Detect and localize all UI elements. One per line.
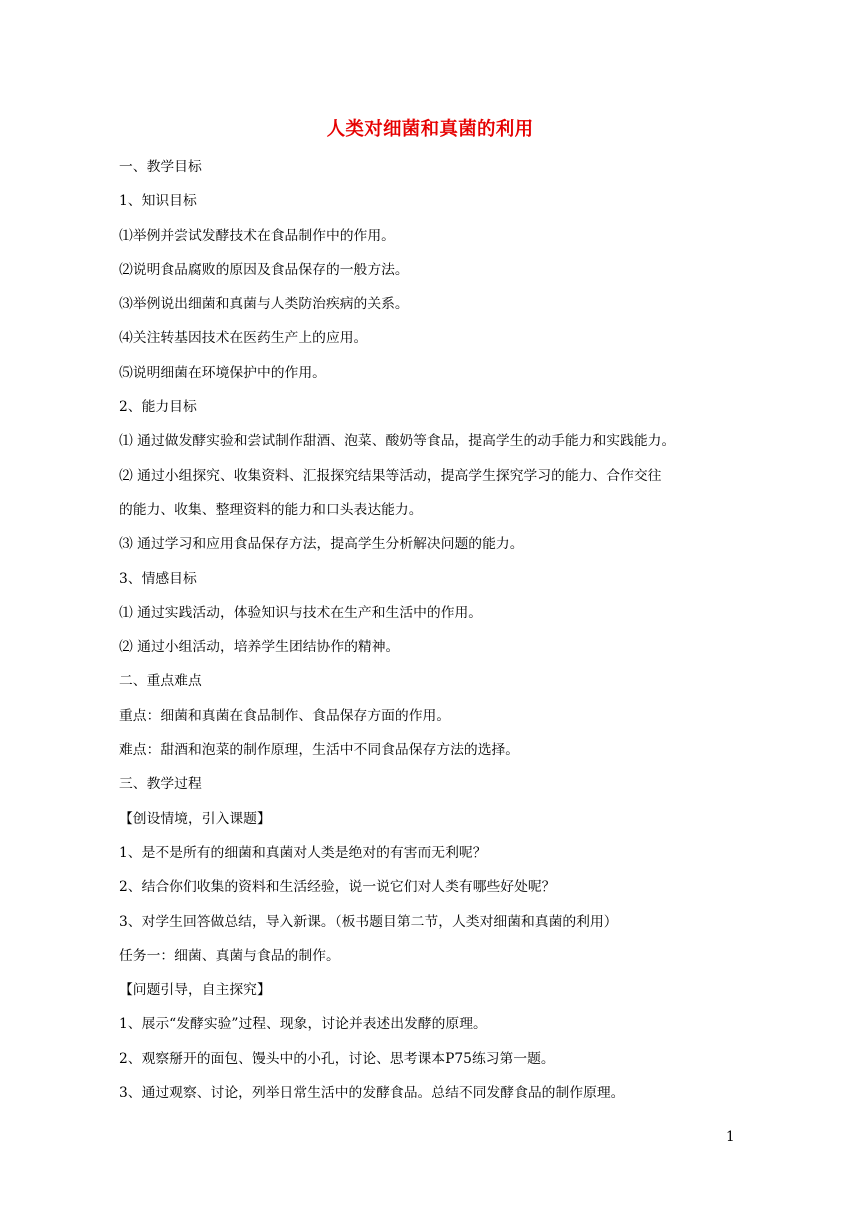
section-heading: 二、重点难点 <box>119 673 202 690</box>
document-body <box>119 156 744 1116</box>
paragraph: 重点：细菌和真菌在食品制作、食品保存方面的作用。 <box>119 707 451 724</box>
list-item-continuation: 的能力、收集、整理资料的能力和口头表达能力。 <box>119 501 423 518</box>
list-item: ⑴ 通过做发酵实验和尝试制作甜酒、泡菜、酸奶等食品，提高学生的动手能力和实践能力。 <box>119 433 676 450</box>
section-heading: 三、教学过程 <box>119 776 202 793</box>
paragraph: 难点：甜酒和泡菜的制作原理，生活中不同食品保存方法的选择。 <box>119 742 520 759</box>
list-item: 3、通过观察、讨论，列举日常生活中的发酵食品。总结不同发酵食品的制作原理。 <box>119 1085 625 1102</box>
document-title: 人类对细菌和真菌的利用 <box>326 119 534 140</box>
task-heading: 任务一：细菌、真菌与食品的制作。 <box>119 947 340 964</box>
list-item: ⑸说明细菌在环境保护中的作用。 <box>119 364 326 381</box>
list-item: ⑵ 通过小组探究、收集资料、汇报探究结果等活动，提高学生探究学习的能力、合作交往 <box>119 467 662 484</box>
list-item: 3、对学生回答做总结，导入新课。（板书题目第二节，人类对细菌和真菌的利用） <box>119 913 618 930</box>
step-heading: 【创设情境，引入课题】 <box>119 810 271 827</box>
subsection-heading: 2、能力目标 <box>119 399 197 416</box>
subsection-heading: 3、情感目标 <box>119 570 197 587</box>
list-item: ⑵说明食品腐败的原因及食品保存的一般方法。 <box>119 261 409 278</box>
subsection-heading: 1、知识目标 <box>119 193 197 210</box>
list-item: 1、是不是所有的细菌和真菌对人类是绝对的有害而无利呢？ <box>119 844 487 861</box>
section-heading: 一、教学目标 <box>119 159 202 175</box>
list-item: ⑵ 通过小组活动，培养学生团结协作的精神。 <box>119 639 400 656</box>
list-item: 2、结合你们收集的资料和生活经验，说一说它们对人类有哪些好处呢？ <box>119 879 556 896</box>
list-item: ⑴举例并尝试发酵技术在食品制作中的作用。 <box>119 227 395 244</box>
list-item: ⑷关注转基因技术在医药生产上的应用。 <box>119 330 368 347</box>
list-item: ⑶ 通过学习和应用食品保存方法，提高学生分析解决问题的能力。 <box>119 536 524 553</box>
list-item: ⑶举例说出细菌和真菌与人类防治疾病的关系。 <box>119 296 409 313</box>
list-item: ⑴ 通过实践活动，体验知识与技术在生产和生活中的作用。 <box>119 604 483 621</box>
list-item: 1、展示“发酵实验”过程、现象，讨论并表述出发酵的原理。 <box>119 1016 487 1033</box>
step-heading: 【问题引导，自主探究】 <box>119 982 271 999</box>
list-item: 2、观察掰开的面包、馒头中的小孔，讨论、思考课本P75练习第一题。 <box>119 1050 555 1067</box>
page-number: 1 <box>726 1129 735 1145</box>
